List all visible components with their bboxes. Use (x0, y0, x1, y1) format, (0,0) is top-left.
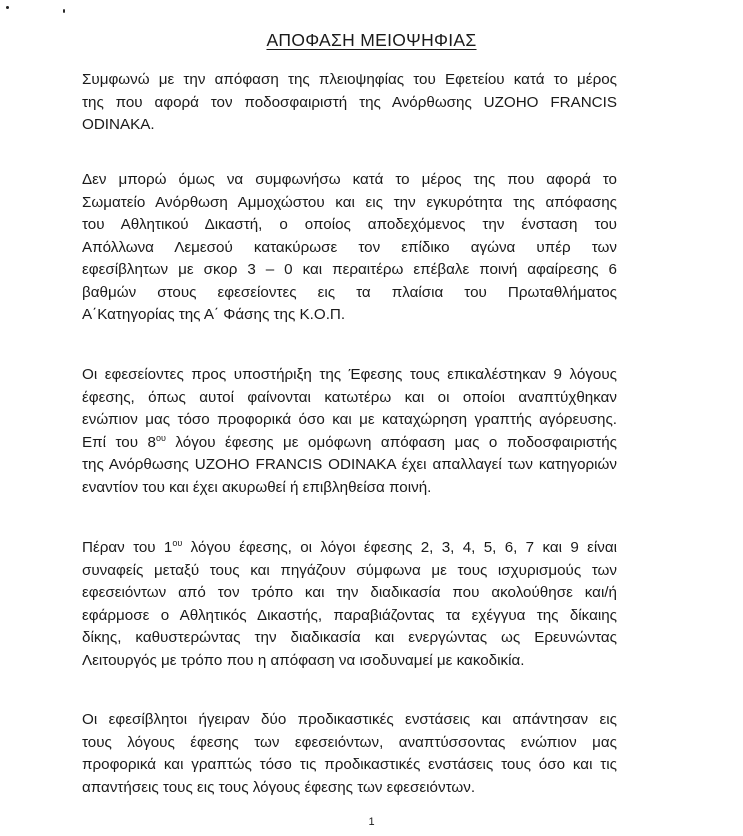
line-text: λόγου έφεσης με ομόφωνη απόφαση μας ο ποδοσφαιριστής (165, 433, 617, 451)
paragraph-line: δίκης, καθυστερώντας την διαδικασία και ενεργώντας ως Ερευνώντας (82, 629, 617, 646)
paragraph-2 (82, 169, 617, 327)
paragraph-line: ενώπιον μας τόσο προφορικά όσο και με καταχώρηση γραπτής αγόρευσης. (82, 411, 617, 428)
scan-speck (63, 9, 65, 13)
paragraph-line: Οι εφεσείοντες προς υποστήριξη της Έφεσης τους επικαλέστηκαν 9 λόγους (82, 366, 617, 383)
document-title (0, 30, 743, 51)
document-title-text: ΑΠΟΦΑΣΗ ΜΕΙΟΨΗΦΙΑΣ (266, 30, 477, 50)
paragraph-5 (82, 709, 617, 799)
line-text: λόγου έφεσης, οι λόγοι έφεσης 2, 3, 4, 5, 6, 7 και 9 είναι (182, 539, 617, 556)
paragraph-line: του Αθλητικού Δικαστή, ο οποίος αποδεχόμενος την ένσταση του (82, 216, 617, 233)
paragraph-line: της που αφορά τον ποδοσφαιριστή της Ανόρθωσης UZOHO FRANCIS (82, 93, 617, 111)
paragraph-line: τους λόγους έφεσης των εφεσειόντων, αναπτύσσοντας ενώπιον μας (82, 733, 617, 751)
ordinal-superscript: ου (172, 537, 183, 548)
paragraph-line: Σωματείο Ανόρθωση Αμμοχώστου και εις την εγκυρότητα της απόφασης (82, 193, 617, 211)
paragraph-line: Συμφωνώ με την απόφαση της πλειοψηφίας του Εφετείου κατά το μέρος (82, 71, 617, 88)
paragraph-4 (82, 537, 617, 672)
paragraph-line: Απόλλωνα Λεμεσού κατακύρωσε τον επίδικο αγώνα υπέρ των (82, 238, 617, 256)
line-text: Επί του 8 (82, 433, 156, 451)
paragraph-line: της Ανόρθωσης UZOHO FRANCIS ODINAKA έχει απαλλαγεί των κατηγοριών (82, 456, 617, 473)
paragraph-1 (82, 69, 617, 137)
paragraph-line: Α΄Κατηγορίας της Α΄ Φάσης της Κ.Ο.Π. (82, 306, 346, 323)
paragraph-line: Οι εφεσίβλητοι ήγειραν δύο προδικαστικές ενστάσεις και απάντησαν εις (82, 711, 617, 728)
paragraph-line: εφεσειόντων από τον τρόπο και την διαδικασία που ακολούθησε και/ή (82, 584, 617, 601)
paragraph-line: εφάρμοσε ο Αθλητικός Δικαστής, παραβιάζοντας τα εχέγγυα της δίκαιης (82, 606, 617, 624)
paragraph-line (82, 432, 617, 455)
paragraph-line: ODINAKA. (82, 116, 155, 133)
paragraph-line: προφορικά και γραπτώς τόσο τις προδικαστικές ενστάσεις τους όσο και τις (82, 756, 617, 773)
paragraph-line: απαντήσεις τους εις τους λόγους έφεσης των εφεσειόντων. (82, 778, 476, 796)
line-text: Πέραν του 1 (82, 539, 173, 556)
paragraph-line: βαθμών στους εφεσείοντες εις τα πλαίσια του Πρωταθλήματος (82, 283, 617, 301)
paragraph-line: Λειτουργός με τρόπο που η απόφαση να ισοδυναμεί με κακοδικία. (82, 651, 525, 669)
paragraph-line: συναφείς μεταξύ τους και πηγάζουν σύμφωνα με τους ισχυρισμούς των (82, 561, 617, 579)
ordinal-superscript: ου (155, 432, 166, 443)
paragraph-line (82, 537, 617, 560)
paragraph-line: εφεσίβλητων με σκορ 3 – 0 και περαιτέρω επέβαλε ποινή αφαίρεσης 6 (82, 261, 617, 278)
scan-speck (6, 6, 9, 9)
paragraph-3 (82, 364, 617, 499)
paragraph-line: εναντίον του και έχει ακυρωθεί ή επιβληθείσα ποινή. (82, 478, 432, 496)
page-number: 1 (368, 816, 375, 828)
paragraph-line: Δεν μπορώ όμως να συμφωνήσω κατά το μέρος της που αφορά το (82, 171, 617, 188)
paragraph-line: έφεσης, όπως αυτοί φαίνονται κατωτέρω και οι οποίοι αναπτύχθηκαν (82, 388, 617, 406)
